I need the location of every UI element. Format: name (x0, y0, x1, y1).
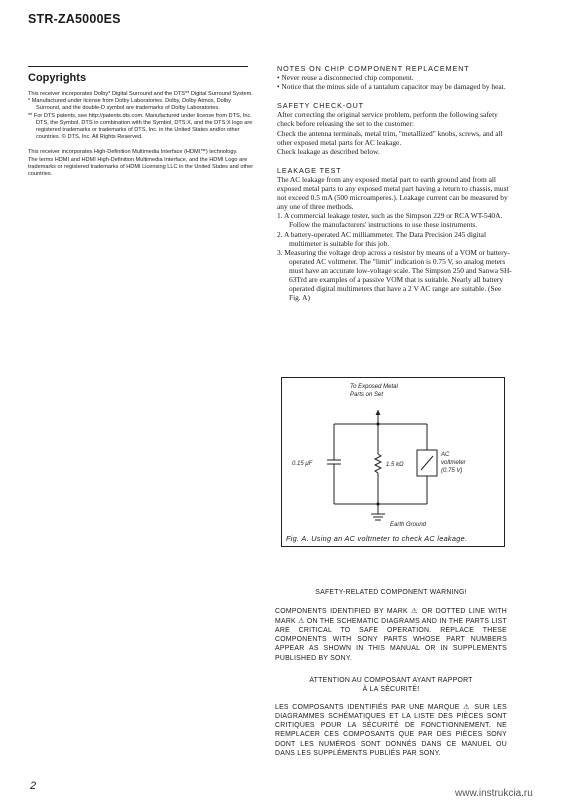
label-capacitor: 0.15 μF (292, 461, 313, 467)
safety-text: Check the antenna terminals, metal trim, "metallized" knobs, screws, and all other exposed metal parts for AC leakage. (277, 128, 503, 147)
label-earth-ground: Earth Ground (390, 522, 427, 528)
watermark: www.instrukcia.ru (455, 788, 533, 799)
figure-a (281, 377, 505, 547)
leakage-circuit-diagram (282, 378, 504, 546)
leakage-method: 1. A commercial leakage tester, such as the Simpson 229 or RCA WT-540A. Follow the manufacturers' instructions to use these instruments. (277, 211, 503, 230)
warning-body: COMPONENTS IDENTIFIED BY MARK ⚠ OR DOTTED LINE WITH MARK ⚠ ON THE SCHEMATIC DIAGRAMS AND IN THE PARTS LIST ARE CRITICAL TO SAFE OPERATION. REPLACE THESE COMPONENTS WITH SONY PARTS WHOSE PART NUMBERS APPEAR AS SHOWN IN THIS MANUAL OR IN SUPPLEMENTS PUBLISHED BY SONY. (275, 608, 507, 662)
copyright-text: This receiver incorporates Dolby* Digital Surround and the DTS** Digital Surround System. (28, 91, 253, 97)
copyrights-section (28, 72, 254, 178)
safety-text: Check leakage as described below. (277, 146, 380, 156)
note-item: • Never reuse a disconnected chip component. (277, 73, 414, 83)
leakage-method: 2. A battery-operated AC milliammeter. The Data Precision 245 digital multimeter is suitable for this job. (277, 229, 487, 248)
copyrights-title: Copyrights (28, 72, 87, 84)
warning-english (275, 588, 507, 663)
page-number: 2 (30, 780, 37, 792)
warning-french (275, 676, 507, 758)
safety-heading: SAFETY CHECK-OUT (277, 101, 364, 111)
copyright-text: The terms HDMI and HDMI High-Definition Multimedia Interface, and the HDMI Logo are trademarks or registered trademarks of HDMI Licensing LLC in the United States and other countries. (28, 156, 254, 178)
copyright-text: This receiver incorporates High-Definition Multimedia Interface (HDMI™) technology. (28, 149, 238, 156)
service-notes (277, 64, 513, 302)
warning-fr-body: LES COMPOSANTS IDENTIFIÉS PAR UNE MARQUE ⚠ SUR LES DIAGRAMMES SCHÉMATIQUES ET LA LISTE DES PIÈCES SONT CRITIQUES POUR LA SÉCURITÉ DE FONCTIONNEMENT. NE REMPLACER CES COMPOSANTS QUE PAR DES PIÈCES SONY DONT LES NUMÉROS SONT DONNÉS DANS CE MANUEL OU DANS LES SUPPLÉMENTS PUBLIÉS PAR SONY. (275, 703, 507, 758)
notes-heading: NOTES ON CHIP COMPONENT REPLACEMENT (277, 64, 470, 73)
leakage-intro: The AC leakage from any exposed metal part to earth ground and from all exposed metal parts to any exposed metal part having a return to chassis, must not exceed 0.5 mA (500 microamperes.). Leakage current can be measured by any one of three methods. (277, 174, 509, 212)
label-exposed-metal: To Exposed Metal (350, 384, 398, 390)
copyright-text: ** For DTS patents, see http://patents.dts.com. Manufactured under license from DTS, Inc. DTS, the Symbol, DTS in combination with the Symbol, DTS:X, and the DTS:X logo are registered trademarks or trademarks of DTS, Inc. in the United States and/or other countries. © DTS, Inc. All Rights Reserved. (28, 112, 253, 141)
label-ac: AC (441, 452, 450, 458)
figure-caption: Fig. A. Using an AC voltmeter to check AC leakage. (286, 534, 468, 543)
leakage-method: 3. Measuring the voltage drop across a resistor by means of a VOM or battery-operated AC voltmeter. The "limit" indication is 0.75 V, so analog meters must have an accurate low-voltage scale. The Simpson 250 and Sanwa SH-63Trd are examples of a passive VOM that is suitable. Nearly all battery operated digital multimeters that have a 2 V AC range are suitable. (See Fig. A) (277, 247, 512, 303)
header-rule (28, 66, 248, 67)
label-resistor: 1.5 kΩ (386, 462, 404, 468)
label-parts-on-set: Parts on Set (350, 392, 384, 398)
warning-title: SAFETY-RELATED COMPONENT WARNING! (315, 589, 467, 596)
leakage-heading: LEAKAGE TEST (277, 165, 342, 175)
label-voltage-limit: (0.75 V) (441, 468, 463, 474)
warning-fr-title: ATTENTION AU COMPOSANT AYANT RAPPORT (309, 677, 473, 684)
safety-text: After correcting the original service problem, perform the following safety check before releasing the set to the customer: (277, 110, 498, 129)
copyright-text: * Manufactured under license from Dolby Laboratories. Dolby, Dolby Atmos, Dolby Surround, and the double-D symbol are trademarks of Dolby Laboratories. (28, 98, 231, 112)
warning-fr-title: À LA SÉCURITÉ! (362, 686, 420, 694)
note-item: • Notice that the minus side of a tantalum capacitor may be damaged by heat. (277, 82, 506, 92)
label-voltmeter: voltmeter (441, 460, 466, 466)
model-title: STR-ZA5000ES (28, 12, 121, 26)
